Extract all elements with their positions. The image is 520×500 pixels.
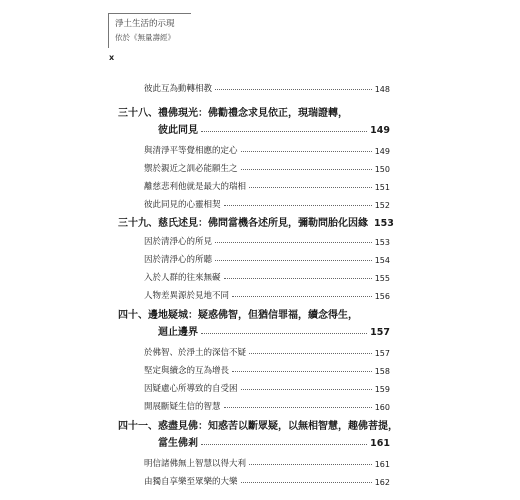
- toc-entry: [118, 360, 390, 376]
- toc-entry-title: 因於清淨心的所聽: [144, 255, 213, 265]
- dot-leader: [249, 352, 372, 354]
- toc-entry-page: 159: [374, 385, 390, 394]
- toc-entry-page: 153: [374, 238, 390, 247]
- toc-entry-title: 當生佛剎: [158, 438, 198, 449]
- toc-entry-title: 三十九、慈氏述見：佛問當機各述所見，彌勒問胎化因緣: [118, 218, 368, 229]
- dot-leader: [215, 259, 372, 261]
- toc-entry: [118, 342, 390, 358]
- toc-entry-title: 彼此互為動轉相教: [144, 84, 213, 94]
- toc-entry-page: 150: [374, 165, 390, 174]
- toc-entry-title: 入於人群的往來無礙: [144, 273, 221, 283]
- toc-entry: [118, 471, 390, 487]
- toc-entry: [118, 267, 390, 283]
- toc-entry-page: 149: [370, 125, 390, 136]
- dot-leader: [201, 332, 367, 334]
- dot-leader: [201, 443, 367, 445]
- dot-leader: [224, 406, 372, 408]
- dot-leader: [201, 130, 367, 132]
- toc-entry-page: 155: [374, 274, 390, 283]
- toc-entry: [118, 378, 390, 394]
- toc-entry-page: 158: [374, 367, 390, 376]
- toc-entry: [118, 140, 390, 156]
- toc-chapter-entry: [118, 213, 394, 229]
- toc-entry-page: 148: [374, 85, 390, 94]
- toc-chapter-heading: 四十、邊地疑城：疑惑佛智，但猶信罪福，續念得生，: [118, 310, 358, 321]
- dot-leader: [241, 150, 372, 152]
- toc-entry-title: 於佛智、於淨土的深信不疑: [144, 348, 247, 358]
- toc-entry-page: 152: [374, 201, 390, 210]
- toc-chapter-entry: [118, 322, 390, 338]
- dot-leader: [249, 186, 372, 188]
- toc-entry: [118, 231, 390, 247]
- toc-entry-title: 堅定與續念的互為增長: [144, 366, 230, 376]
- dot-leader: [232, 370, 372, 372]
- toc-entry-page: 153: [374, 218, 394, 229]
- toc-entry: [118, 453, 390, 469]
- toc-entry-page: 162: [374, 478, 390, 487]
- dot-leader: [249, 463, 372, 465]
- toc-entry: [118, 158, 390, 174]
- dot-leader: [224, 204, 372, 206]
- toc-entry-title: 由獨自享樂至眾樂的大樂: [144, 477, 238, 487]
- toc-entry: [118, 396, 390, 412]
- dot-leader: [241, 481, 372, 483]
- toc-entry-title: 迴止邊界: [158, 327, 198, 338]
- toc-entry-page: 157: [370, 327, 390, 338]
- toc-entry-page: 161: [370, 438, 390, 449]
- dot-leader: [224, 277, 372, 279]
- toc-entry-title: 開展斷疑生信的智慧: [144, 402, 221, 412]
- dot-leader: [241, 168, 372, 170]
- toc-entry-title: 人物差異源於見地不同: [144, 291, 230, 301]
- toc-entry-page: 154: [374, 256, 390, 265]
- toc-chapter-heading: 三十八、禮佛現光：佛勸禮念求見依正，現瑞證轉，: [118, 108, 348, 119]
- toc-entry-page: 156: [374, 292, 390, 301]
- dot-leader: [215, 241, 372, 243]
- toc-entry: [118, 194, 390, 210]
- toc-entry-title: 彼此同見: [158, 125, 198, 136]
- toc-entry-page: 161: [374, 460, 390, 469]
- page-number: x: [109, 53, 115, 62]
- toc-entry-title: 因疑慮心所導致的自受困: [144, 384, 238, 394]
- toc-entry: [118, 176, 390, 192]
- toc-entry-page: 149: [374, 147, 390, 156]
- toc-entry-title: 彼此同見的心靈相契: [144, 200, 221, 210]
- toc-entry-page: 151: [374, 183, 390, 192]
- toc-entry-title: 明信諸佛無上智慧以得大利: [144, 459, 247, 469]
- toc-entry-title: 因於清淨心的所見: [144, 237, 213, 247]
- toc-entry-page: 157: [374, 349, 390, 358]
- toc-chapter-heading: 四十一、惑盡見佛：知惑苦以斷眾疑，以無相智慧，趣佛菩提，: [118, 421, 398, 432]
- toc-entry: [118, 78, 390, 94]
- toc-entry-page: 160: [374, 403, 390, 412]
- dot-leader: [232, 295, 372, 297]
- toc-chapter-entry: [118, 120, 390, 136]
- toc-entry: [118, 285, 390, 301]
- toc-chapter-entry: [118, 433, 390, 449]
- toc-entry-title: 禦於親近之訓必能願生之: [144, 164, 238, 174]
- toc-entry: [118, 249, 390, 265]
- toc-entry-title: 離慈悲利他就是最大的瑞相: [144, 182, 247, 192]
- toc-entry-title: 與清淨平等覺相應的定心: [144, 146, 238, 156]
- dot-leader: [241, 388, 372, 390]
- running-header: [108, 13, 191, 48]
- dot-leader: [215, 88, 372, 90]
- book-title: 淨土生活的示現: [115, 19, 175, 29]
- book-subtitle: 依於《無量壽經》: [115, 33, 175, 42]
